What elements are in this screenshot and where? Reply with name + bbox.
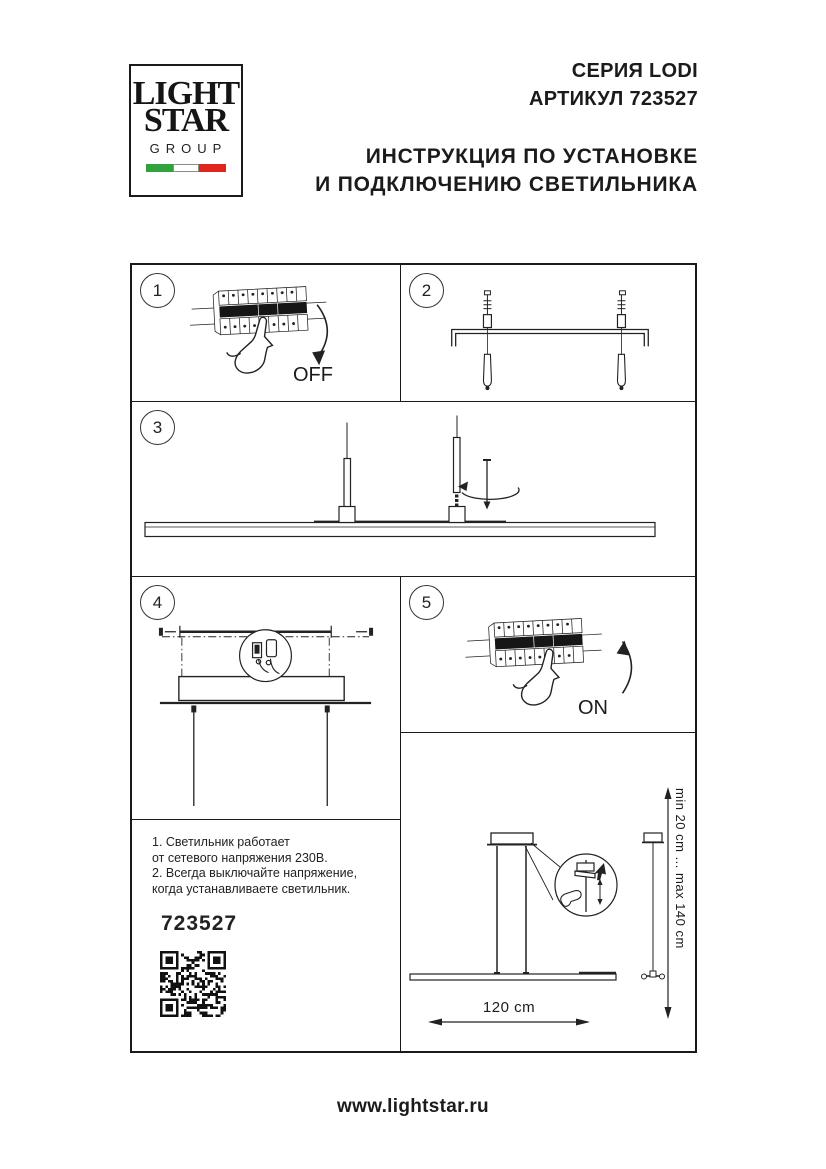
article-number: 723527 [161,912,238,935]
logo-word-star: STAR [143,102,229,139]
on-label: ON [578,697,608,719]
breaker-on-figure [401,577,695,732]
lightstar-logo [129,64,243,197]
safety-notes: 1. Светильник работает от сетевого напряжения 230В. 2. Всегда выключайте напряжение, когда устанавливаете светильник. [152,835,358,896]
canopy-wiring-figure [132,577,400,819]
step-5-panel [401,577,695,733]
instruction-steps-grid [130,263,697,1053]
notes-panel [132,820,401,1051]
website-url: www.lightstar.ru [337,1096,489,1117]
product-heading [529,57,698,113]
step-3-panel [132,402,695,577]
width-dimension-label: 120 cm [482,999,536,1016]
step-2-panel [401,265,695,402]
step-2-number: 2 [409,273,444,308]
step-4-number: 4 [140,585,175,620]
logo-word-group: GROUP [149,141,228,156]
italian-flag-bar [146,164,227,172]
article-label: АРТИКУЛ 723527 [528,88,698,110]
step-3-number: 3 [140,410,175,445]
breaker-off-figure [132,265,400,401]
step-4-panel [132,577,401,820]
height-dimension-label: min 20 cm ... max 140 cm [673,788,688,949]
series-label: СЕРИЯ LODI [571,60,698,82]
page-title: ИНСТРУКЦИЯ ПО УСТАНОВКЕ И ПОДКЛЮЧЕНИЮ СВЕТИЛЬНИКА [315,145,698,196]
step-1-number: 1 [140,273,175,308]
off-label: OFF [293,364,333,386]
dimensions-panel [401,733,695,1051]
qr-code [160,951,226,1017]
step-5-number: 5 [409,585,444,620]
mounting-bracket-figure [401,265,695,401]
logo-word-light: LIGHT [132,75,240,112]
lamp-rod-assembly-figure [132,402,695,576]
step-1-panel [132,265,401,402]
